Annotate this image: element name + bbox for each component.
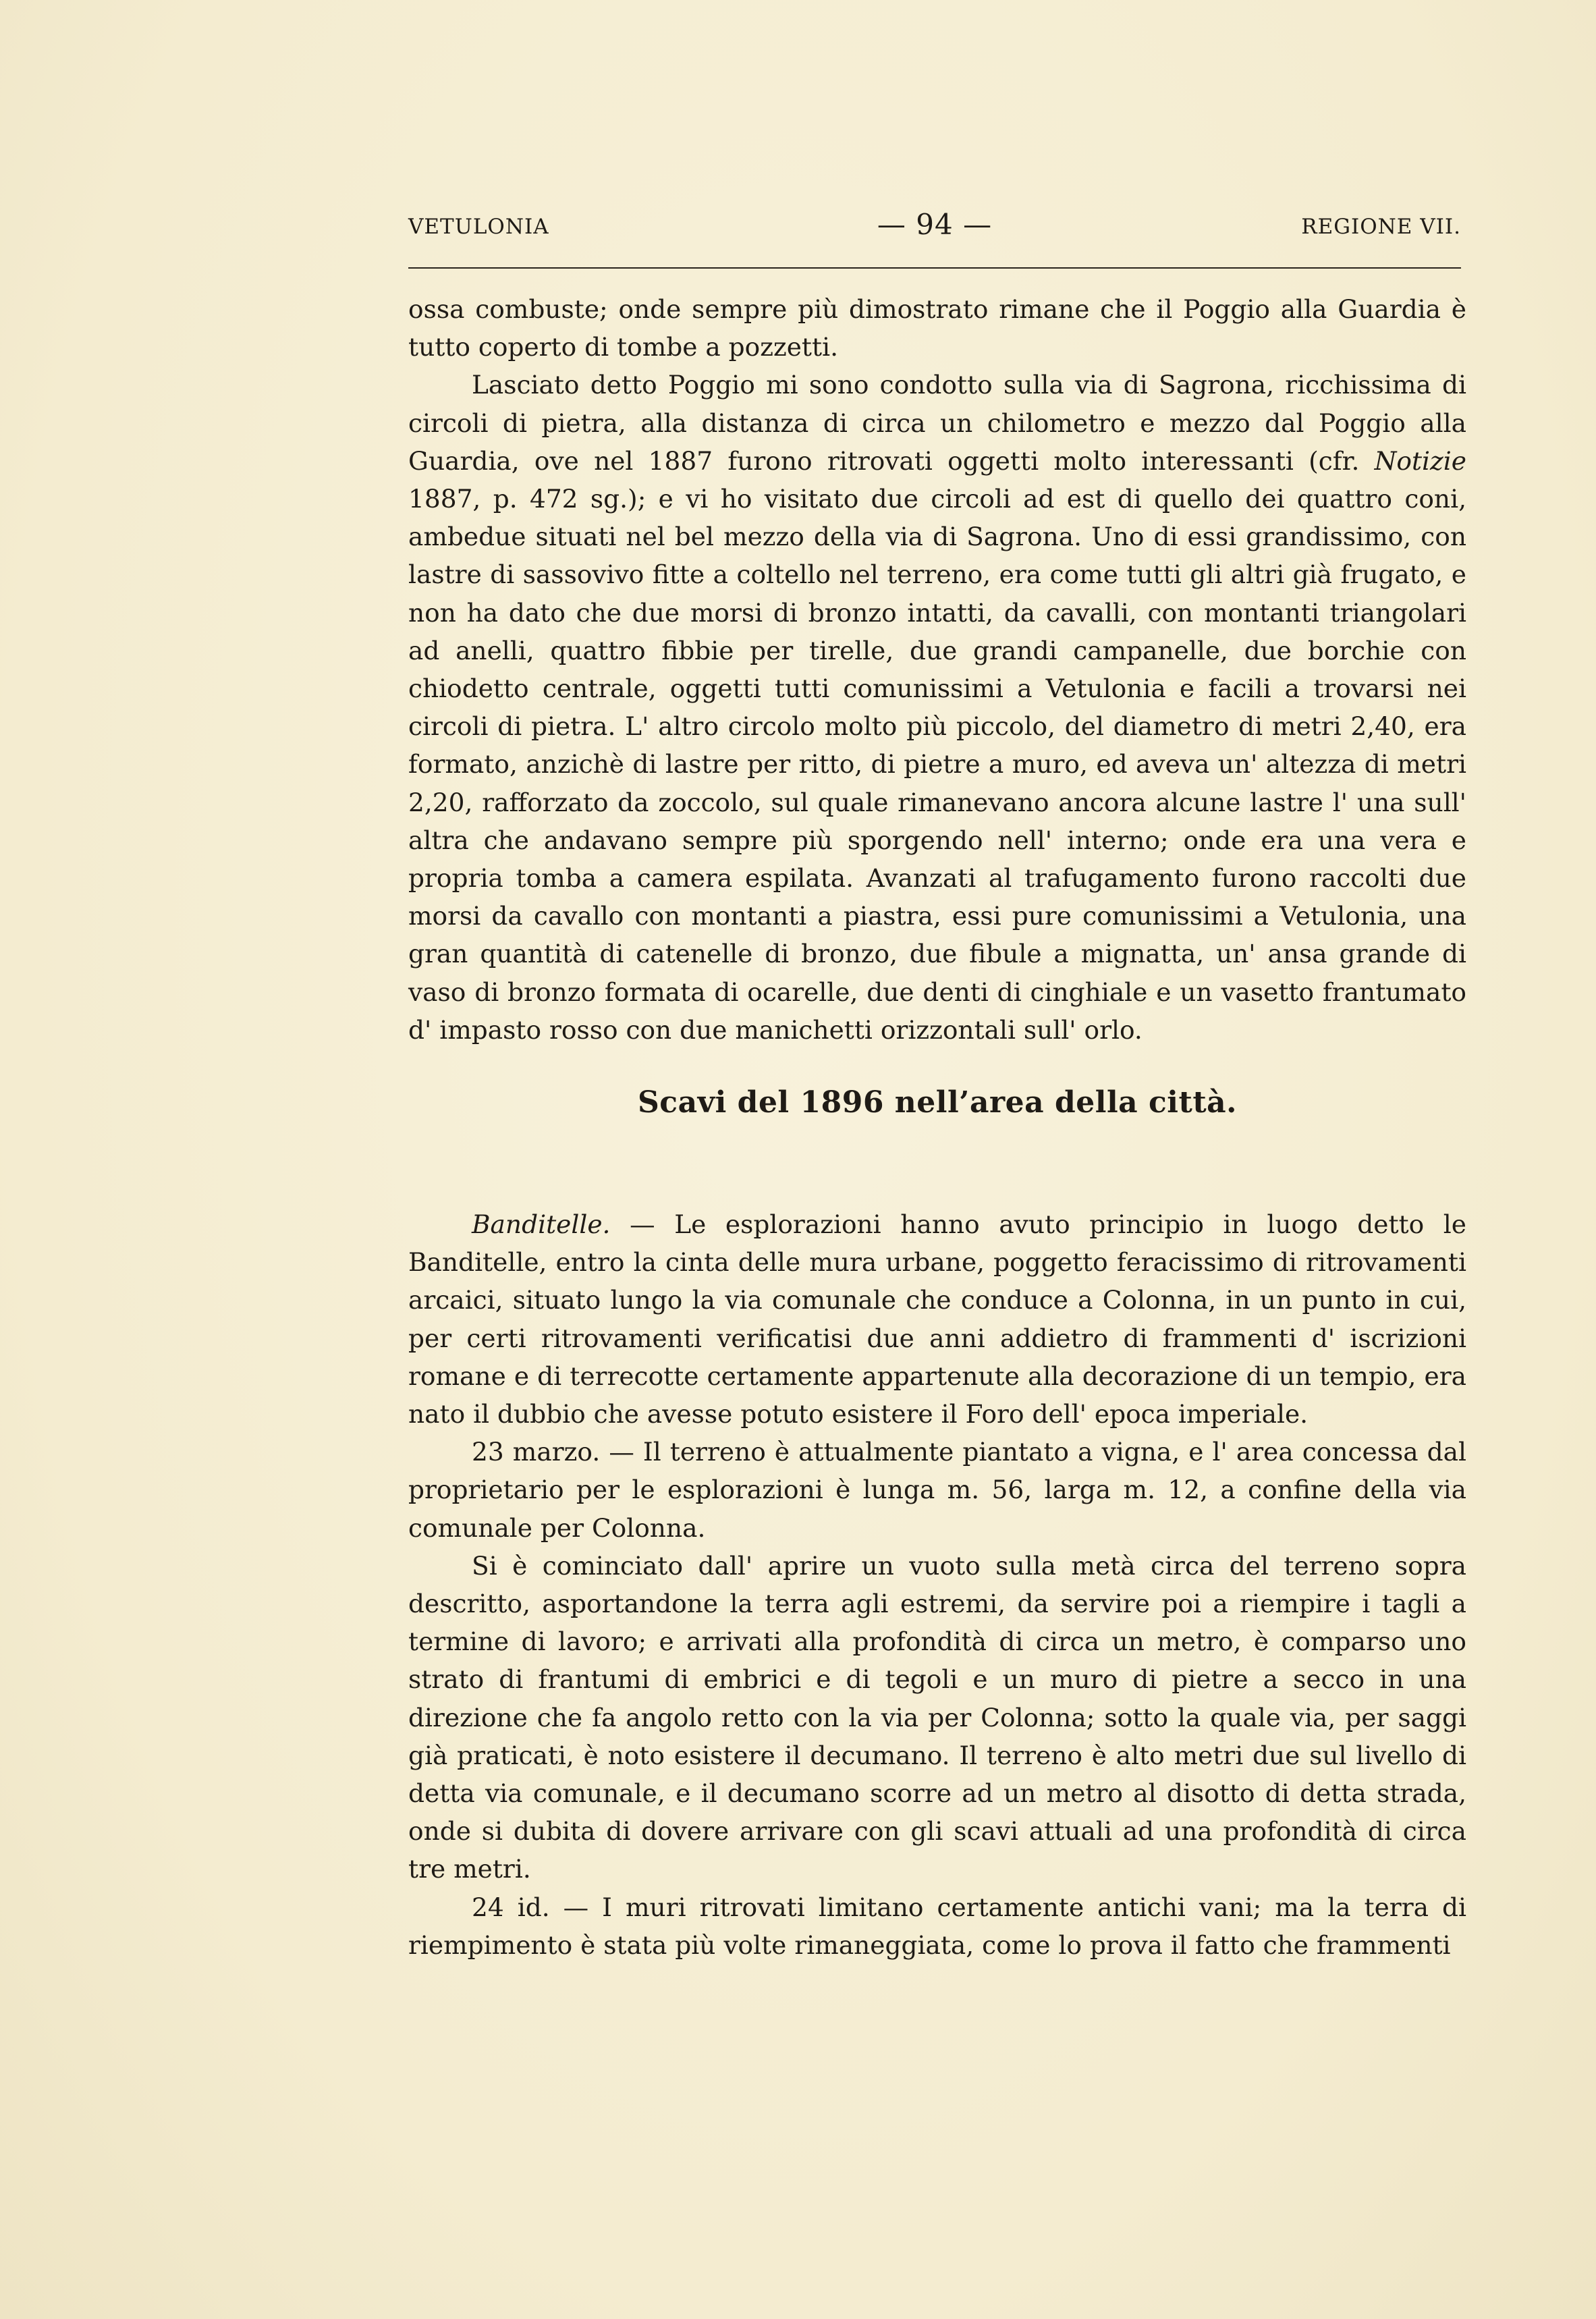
text-block-2 [408,1205,1466,1964]
paragraph-sagrona [408,366,1466,1049]
paragraph-continuation: ossa combuste; onde sempre più dimostrato rimane che il Poggio alla Guardia è tutto coperto di tombe a pozzetti. [408,294,1466,362]
notizie-citation: Notizie [1374,445,1466,476]
section-title: Scavi del 1896 nell’area della città. [638,1085,1237,1120]
paragraph-banditelle [408,1205,1466,1433]
running-header [408,208,1461,244]
paragraph-banditelle-text: — Le esplorazioni hanno avuto principio in luogo detto le Banditelle, entro la cinta delle mura urbane, poggetto feracissimo di ritrovamenti arcaici, situato lungo la via comunale che conduce a Colonna, in un punto in cui, per certi ritrovamenti verificatisi due anni addietro di frammenti d' iscrizioni romane e di terrecotte certamente appartenute alla decorazione di un tempio, era nato il dubbio che avesse potuto esistere il Foro dell' epoca imperiale. [408,1209,1466,1429]
page-number: — 94 — [877,208,993,241]
header-left-title: VETULONIA [408,215,549,239]
text-block-1 [408,290,1466,1049]
paragraph-scavo: Si è cominciato dall' aprire un vuoto sulla metà circa del terreno sopra descritto, asportandone la terra agli estremi, da servire poi a riempire i tagli a termine di lavoro; e arrivati alla profondità di circa un metro, è comparso uno strato di frantumi di embrici e di tegoli e un muro di pietre a secco in una direzione che fa angolo retto con la via per Colonna; sotto la quale via, per saggi già praticati, è noto esistere il decumano. Il terreno è alto metri due sul livello di detta via comunale, e il decumano scorre ad un metro al disotto di detta strada, onde si dubita di dovere arrivare con gli scavi attuali ad una profondità di circa tre metri. [408,1550,1466,1884]
paragraph-24-id: 24 id. — I muri ritrovati limitano certamente antichi vani; ma la terra di riempimento è stata più volte rimaneggiata, come lo prova il fatto che frammenti [408,1892,1466,1960]
paragraph-sagrona-part-b: 1887, p. 472 sg.); e vi ho visitato due circoli ad est di quello dei quattro coni, ambedue situati nel bel mezzo della via di Sagrona. Uno di essi grandissimo, con lastre di sassovivo fitte a coltello nel terreno, era come tutti gli altri già frugato, e non ha dato che due morsi di bronzo intatti, da cavalli, con montanti triangolari ad anelli, quattro fibbie per tirelle, due grandi campanelle, due borchie con chiodetto centrale, oggetti tutti comunissimi a Vetulonia e facili a trovarsi nei circoli di pietra. L' altro circolo molto più piccolo, del diametro di metri 2,40, era formato, anzichè di lastre per ritto, di pietre a muro, ed aveva un' altezza di metri 2,20, rafforzato da zoccolo, sul quale rimanevano ancora alcune lastre l' una sull' altra che andavano sempre più sporgendo nell' interno; onde era una vera e propria tomba a camera espilata. Avanzati al trafugamento furono raccolti due morsi da cavallo con montanti a piastra, essi pure comunissimi a Vetulonia, una gran quantità di catenelle di bronzo, due fibule a mignatta, un' ansa grande di vaso di bronzo formata di ocarelle, due denti di cinghiale e un vasetto frantumato d' impasto rosso con due manichetti orizzontali sull' orlo. [408,484,1466,1045]
paragraph-sagrona-part-a: Lasciato detto Poggio mi sono condotto sulla via di Sagrona, ricchissima di circoli di pietra, alla distanza di circa un chilometro e mezzo dal Poggio alla Guardia, ove nel 1887 furono ritrovati oggetti molto interessanti (cfr. [408,370,1466,476]
header-rule [408,267,1461,269]
header-right-title: REGIONE VII. [1301,215,1461,239]
paragraph-23-marzo: 23 marzo. — Il terreno è attualmente piantato a vigna, e l' area concessa dal proprietario per le esplorazioni è lunga m. 56, larga m. 12, a confine della via comunale per Colonna. [408,1437,1466,1543]
banditelle-heading: Banditelle. [472,1209,611,1239]
